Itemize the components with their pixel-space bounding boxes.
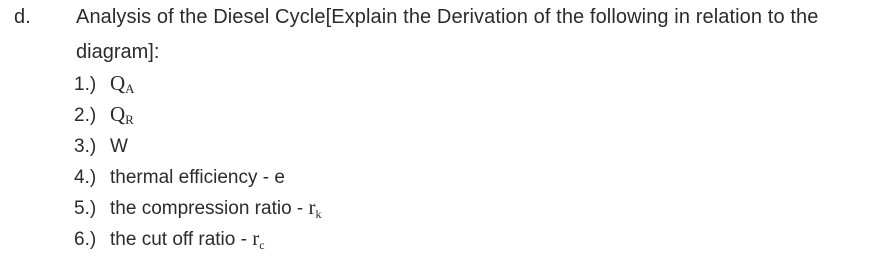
list-item-compression-ratio bbox=[74, 196, 322, 227]
item-number: 6.) bbox=[74, 229, 97, 250]
item-list bbox=[74, 72, 322, 258]
item-subscript: k bbox=[315, 207, 322, 221]
list-item-thermal-efficiency bbox=[74, 165, 322, 196]
question-heading-continuation: diagram]: bbox=[76, 41, 160, 63]
question-heading bbox=[14, 6, 818, 28]
question-marker: d. bbox=[14, 6, 31, 28]
item-text: the compression ratio - bbox=[110, 198, 309, 219]
item-number: 2.) bbox=[74, 105, 97, 126]
item-text: the cut off ratio - bbox=[110, 229, 253, 250]
item-number: 5.) bbox=[74, 198, 97, 219]
item-subscript: A bbox=[125, 81, 135, 96]
item-subscript: c bbox=[259, 238, 265, 252]
item-number: 1.) bbox=[74, 74, 97, 95]
item-text: thermal efficiency - e bbox=[110, 167, 285, 188]
list-item-qr bbox=[74, 103, 322, 134]
item-text: W bbox=[110, 136, 128, 157]
item-number: 3.) bbox=[74, 136, 97, 157]
item-symbol: Q bbox=[110, 71, 126, 95]
question-heading-text: Analysis of the Diesel Cycle[Explain the Derivation of the following in relation to the bbox=[76, 6, 819, 28]
list-item-cut-off-ratio bbox=[74, 227, 322, 258]
item-number: 4.) bbox=[74, 167, 97, 188]
item-subscript: R bbox=[125, 112, 134, 127]
item-symbol: r bbox=[252, 226, 260, 250]
list-item-qa bbox=[74, 72, 322, 103]
item-symbol: r bbox=[308, 195, 316, 219]
list-item-work bbox=[74, 134, 322, 165]
item-symbol: Q bbox=[110, 102, 126, 126]
